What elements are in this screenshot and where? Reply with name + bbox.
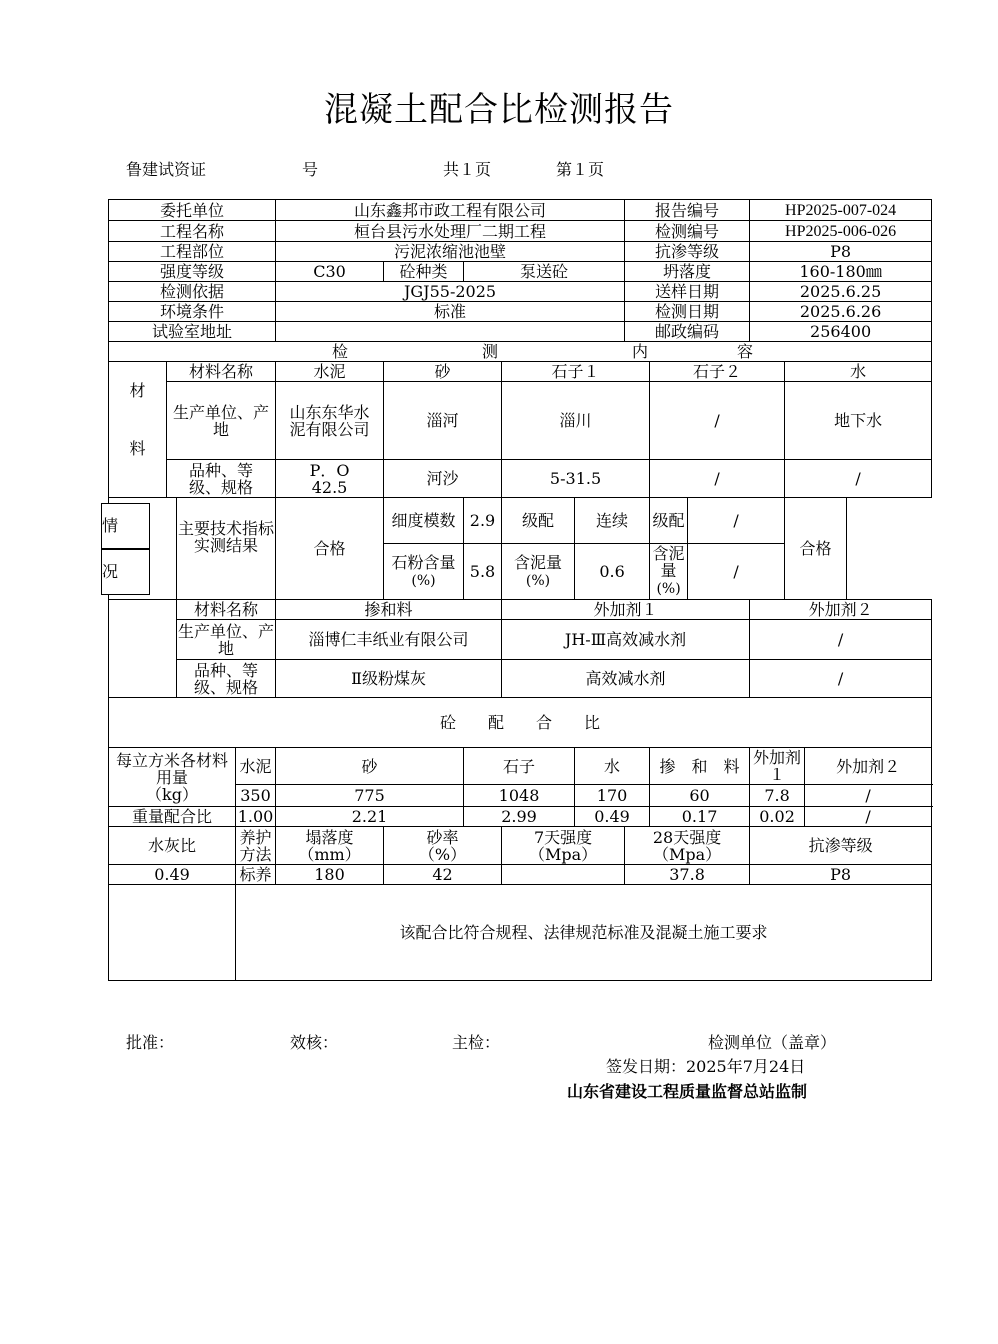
side-char: 料: [129, 439, 146, 458]
report-title: 混凝土配合比检测报告: [324, 90, 674, 130]
mix-value-additive1: 7.8: [750, 785, 805, 807]
slump-value: 160-180㎜: [750, 262, 932, 282]
ratio-stone: 2.99: [464, 807, 575, 827]
mix-col-cement: 水泥: [236, 748, 276, 785]
part-value: 污泥浓缩池池壁: [276, 242, 625, 262]
strength28-value: 37.8: [625, 865, 750, 885]
producer-stone2: /: [650, 382, 785, 460]
ratio-water: 0.49: [575, 807, 650, 827]
report-no-label: 报告编号: [625, 200, 750, 221]
results-slump-label-text: 塌落度: [305, 827, 354, 847]
stone-powder-label: [384, 544, 464, 600]
usage-label: [109, 748, 236, 807]
results-slump-value: 180: [276, 865, 384, 885]
total-pages: 共１页: [443, 160, 492, 179]
ratio-additive1: 0.02: [750, 807, 805, 827]
sand-rate-label: [384, 827, 502, 865]
strength-value: C30: [276, 262, 384, 282]
producer-sand: 淄河: [384, 382, 502, 460]
strength7-label-text: 7天强度: [533, 827, 593, 847]
ratio-additive2: /: [805, 807, 932, 827]
mud2-unit: (%): [656, 581, 681, 597]
admix-col-flyash: 掺和料: [276, 600, 502, 620]
sand-rate-unit: （%）: [418, 844, 467, 864]
content-header: [109, 342, 932, 362]
admix-producer-additive1: JH-Ⅲ高效减水剂: [502, 620, 750, 660]
usage-unit: （kg）: [146, 784, 198, 804]
strength-label: 强度等级: [109, 262, 276, 282]
side-char: 况: [101, 549, 150, 595]
mix-col-stone: 石子: [464, 748, 575, 785]
gradation2-value: /: [688, 498, 785, 544]
chief-label: 主检：: [452, 1033, 501, 1052]
content-header-char: 容: [737, 342, 754, 361]
test-no-label: 检测编号: [625, 221, 750, 242]
producer-water: 地下水: [785, 382, 932, 460]
test-date-label: 检测日期: [625, 302, 750, 322]
cert-label: 鲁建试资证: [126, 160, 207, 179]
fineness-value: 2.9: [464, 498, 502, 544]
mix-col-flyash: 掺 和 料: [650, 748, 750, 785]
issue-date: 签发日期：2025年7月24日: [606, 1057, 806, 1076]
test-unit-label: 检测单位（盖章）: [708, 1033, 837, 1052]
conclusion-text: 该配合比符合规程、法律规范标准及混凝土施工要求: [236, 885, 932, 981]
cure-label: 养护方法: [236, 827, 276, 865]
grade-label: 品种、等级、规格: [167, 460, 276, 498]
material-col-stone1: 石子１: [502, 362, 650, 382]
gradation1-label: 级配: [502, 498, 575, 544]
env-value: 标准: [276, 302, 625, 322]
admix-producer-label: 生产单位、产地: [178, 621, 275, 658]
sand-rate-label-text: 砂率: [426, 827, 459, 847]
producer-stone1: 淄川: [502, 382, 650, 460]
material-col-sand: 砂: [384, 362, 502, 382]
sample-date-label: 送样日期: [625, 282, 750, 302]
producer-label: 生产单位、产地: [167, 382, 276, 460]
mud1-value: 0.6: [575, 544, 650, 600]
ratio-cement: 1.00: [236, 807, 276, 827]
stone-powder-value: 5.8: [464, 544, 502, 600]
water-result: 合格: [785, 498, 847, 600]
page-number: 第１页: [556, 160, 605, 179]
grade-water: /: [785, 460, 932, 498]
cure-value: 标养: [236, 865, 276, 885]
strength28-label: [625, 827, 750, 865]
stone-powder-unit: (%): [411, 572, 436, 589]
material-name-label: 材料名称: [167, 362, 276, 382]
mix-value-stone: 1048: [464, 785, 575, 807]
admixture-side: [109, 600, 177, 698]
concrete-type-value: 泵送砼: [464, 262, 625, 282]
gradation1-value: 连续: [575, 498, 650, 544]
part-label: 工程部位: [109, 242, 276, 262]
approve-label: 批准：: [126, 1033, 175, 1052]
post-value: 256400: [750, 322, 932, 342]
mix-col-sand: 砂: [276, 748, 464, 785]
report-no-value: HP2025-007-024: [750, 200, 932, 221]
mud1-label-text: 含泥量: [514, 552, 563, 572]
issuer: 山东省建设工程质量监督总站监制: [567, 1082, 808, 1101]
strength28-unit: （Mpa）: [652, 844, 722, 864]
admix-grade-label: 品种、等级、规格: [177, 660, 276, 698]
results-slump-unit: （mm）: [298, 844, 361, 864]
mud2-value: /: [688, 544, 785, 600]
client-label: 委托单位: [109, 200, 276, 221]
wc-label: 水灰比: [109, 827, 236, 865]
strength7-value: [502, 865, 625, 885]
sand-rate-value: 42: [384, 865, 502, 885]
ratio-flyash: 0.17: [650, 807, 750, 827]
results-seep-value: P8: [750, 865, 932, 885]
mud1-label: [502, 544, 575, 600]
lab-value: [276, 322, 625, 342]
test-date-value: 2025.6.26: [750, 302, 932, 322]
mix-value-water: 170: [575, 785, 650, 807]
sample-date-value: 2025.6.25: [750, 282, 932, 302]
tech-label: 主要技术指标实测结果: [177, 498, 276, 600]
grade-cement: P．O 42.5: [276, 460, 384, 498]
mix-heading: 砼 配 合 比: [109, 698, 932, 748]
ratio-label: 重量配合比: [109, 807, 236, 827]
material-col-water: 水: [785, 362, 932, 382]
material-col-cement: 水泥: [276, 362, 384, 382]
conclusion-side: [109, 885, 236, 981]
usage-label-text: 每立方米各材料用量: [115, 750, 228, 787]
content-header-char: 检: [332, 342, 349, 361]
report-table: [102, 199, 932, 981]
basis-label: 检测依据: [109, 282, 276, 302]
concrete-type-label: 砼种类: [384, 262, 464, 282]
stone-powder-label-text: 石粉含量: [391, 552, 456, 572]
env-label: 环境条件: [109, 302, 276, 322]
mix-col-water: 水: [575, 748, 650, 785]
ratio-sand: 2.21: [276, 807, 464, 827]
slump-label: 坍落度: [625, 262, 750, 282]
review-label: 效核：: [290, 1033, 339, 1052]
side-char: 情: [101, 503, 150, 549]
side-char: 材: [129, 381, 146, 400]
grade-stone2: /: [650, 460, 785, 498]
client-value: 山东鑫邦市政工程有限公司: [276, 200, 625, 221]
post-label: 邮政编码: [625, 322, 750, 342]
lab-label: 试验室地址: [109, 322, 276, 342]
strength7-label: [502, 827, 625, 865]
materials-side-box: [102, 498, 177, 600]
cert-number-label: 号: [302, 160, 319, 179]
seep-value: P8: [750, 242, 932, 262]
mix-value-sand: 775: [276, 785, 464, 807]
mix-col-additive1: 外加剂１: [750, 748, 805, 785]
gradation2-label: 级配: [650, 498, 688, 544]
content-header-char: 测: [482, 342, 499, 361]
mix-value-additive2: /: [805, 785, 932, 807]
admix-producer-additive2: /: [750, 620, 932, 660]
strength7-unit: （Mpa）: [528, 844, 598, 864]
admix-grade-additive2: /: [750, 660, 932, 698]
basis-value: JGJ55-2025: [276, 282, 625, 302]
material-col-stone2: 石子２: [650, 362, 785, 382]
mix-value-flyash: 60: [650, 785, 750, 807]
mud2-label: [650, 544, 688, 600]
cement-result: 合格: [276, 498, 384, 600]
admix-grade-flyash: Ⅱ级粉煤灰: [276, 660, 502, 698]
mud1-unit: (%): [525, 572, 551, 589]
admix-col-additive2: 外加剂２: [750, 600, 932, 620]
project-value: 桓台县污水处理厂二期工程: [276, 221, 625, 242]
producer-cement: 山东东华水泥有限公司: [276, 382, 384, 460]
admix-name-label: 材料名称: [177, 600, 276, 620]
materials-side-label: [109, 362, 167, 498]
test-no-value: HP2025-006-026: [750, 221, 932, 242]
grade-sand: 河沙: [384, 460, 502, 498]
strength28-label-text: 28天强度: [652, 827, 722, 847]
mix-col-additive2: 外加剂２: [805, 748, 932, 785]
grade-stone1: 5-31.5: [502, 460, 650, 498]
admix-grade-additive1: 高效减水剂: [502, 660, 750, 698]
fineness-label: 细度模数: [384, 498, 464, 544]
wc-value: 0.49: [109, 865, 236, 885]
results-slump-label: [276, 827, 384, 865]
project-label: 工程名称: [109, 221, 276, 242]
admix-producer-flyash: 淄博仁丰纸业有限公司: [276, 620, 502, 660]
mud2-label-text: 含泥量: [652, 544, 685, 580]
mix-value-cement: 350: [236, 785, 276, 807]
seep-label: 抗渗等级: [625, 242, 750, 262]
content-header-char: 内: [632, 342, 649, 361]
admix-col-additive1: 外加剂１: [502, 600, 750, 620]
results-seep-label: 抗渗等级: [750, 827, 932, 865]
